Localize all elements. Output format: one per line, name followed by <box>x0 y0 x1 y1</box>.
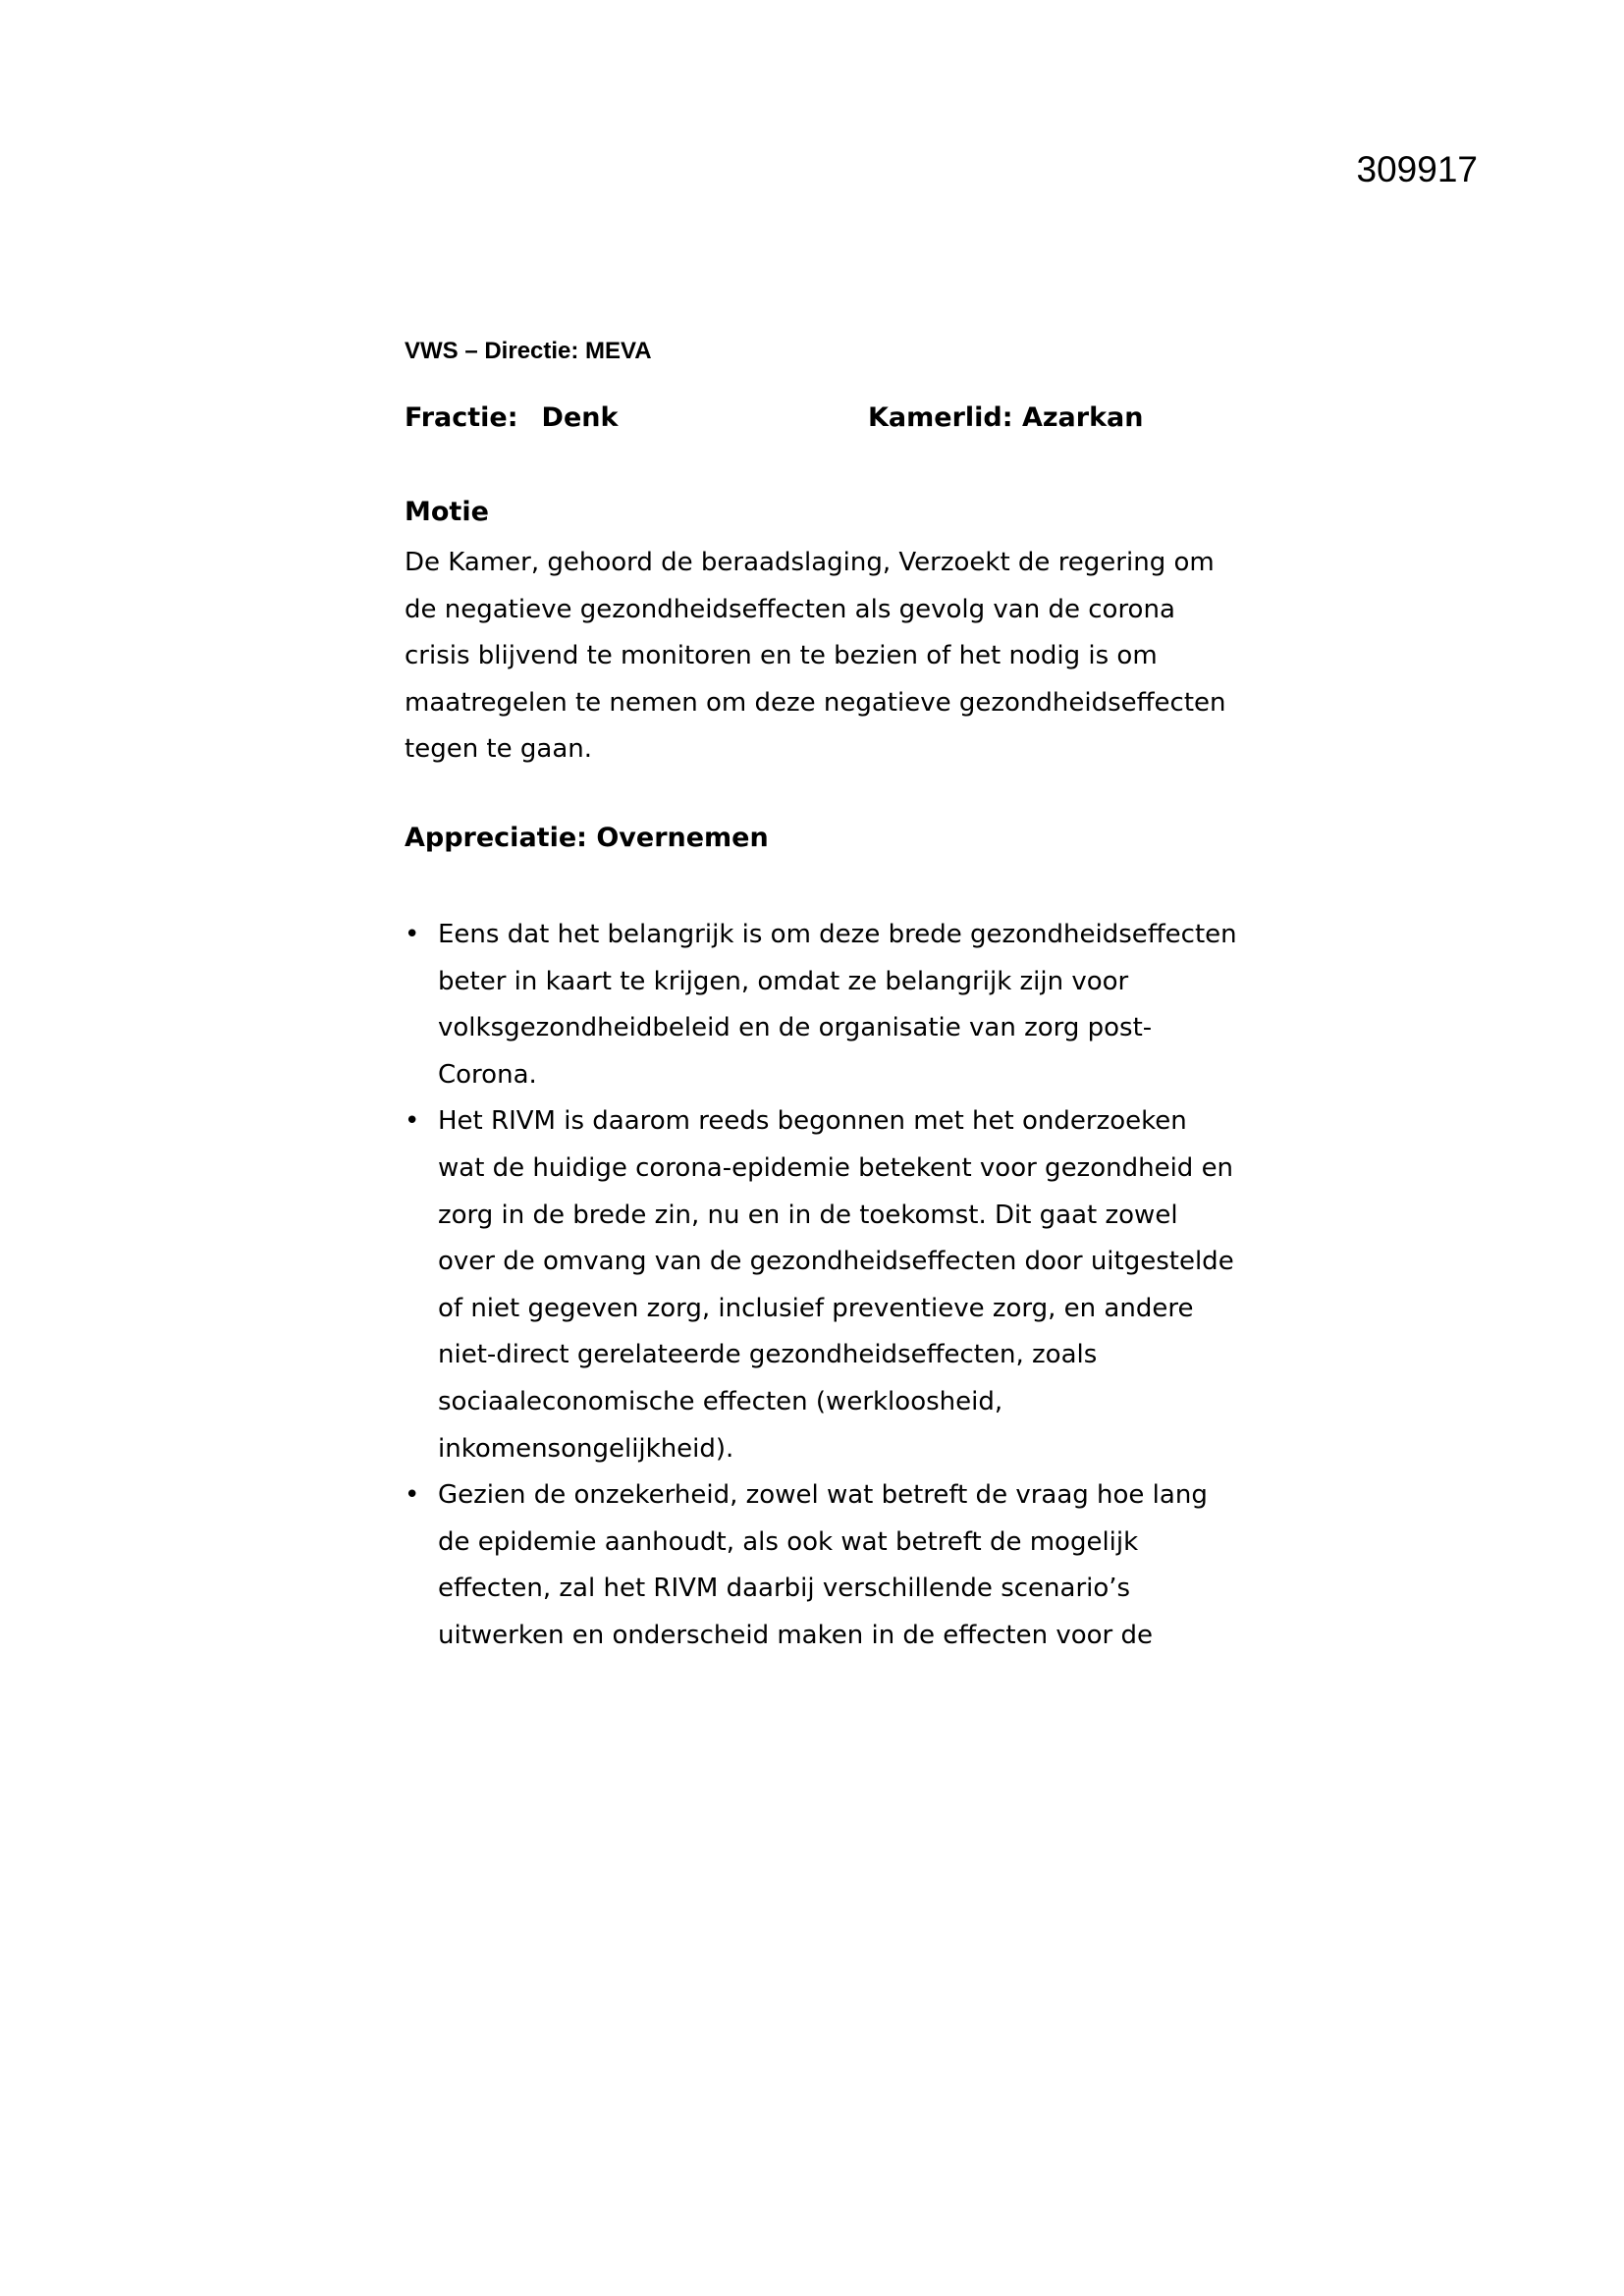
bullet-icon: • <box>405 1106 420 1137</box>
bullet-list <box>405 912 1239 1660</box>
fractie-label: Fractie: <box>405 402 518 433</box>
list-item <box>405 912 1239 1098</box>
fractie-row <box>405 402 1239 433</box>
motie-heading: Motie <box>405 497 489 527</box>
directie-line: VWS – Directie: MEVA <box>405 338 652 364</box>
bullet-icon: • <box>405 920 420 949</box>
fractie-value: Denk <box>541 402 619 433</box>
list-item-text: Het RIVM is daarom reeds begonnen met het onderzoeken wat de huidige corona-epidemie betekent voor gezondheid en zorg in de brede zin, nu en in de toekomst. Dit gaat zowel over de omvang van de gezondheidseffecten door uitgestelde of niet gegeven zorg, inclusief preventieve zorg, en andere niet-direct gerelateerde gezondheidseffecten, zoals sociaaleconomische effecten (werkloosheid, inkomensongelijkheid). <box>438 1106 1234 1464</box>
document-number: 309917 <box>1356 149 1478 189</box>
list-item-text: Gezien de onzekerheid, zowel wat betreft de vraag hoe lang de epidemie aanhoudt, als ook wat betreft de mogelijk effecten, zal het RIVM daarbij verschillende scenario’s uitwerken en onderscheid maken in de effecten voor de <box>438 1480 1208 1650</box>
motie-text: De Kamer, gehoord de beraadslaging, Verzoekt de regering om de negatieve gezondheidseffecten als gevolg van de corona crisis blijvend te monitoren en te bezien of het nodig is om maatregelen te nemen om deze negatieve gezondheidseffecten tegen te gaan. <box>405 548 1226 764</box>
appreciatie: Appreciatie: Overnemen <box>405 823 769 853</box>
kamerlid: Kamerlid: Azarkan <box>868 402 1144 433</box>
list-item-text: Eens dat het belangrijk is om deze brede gezondheidseffecten beter in kaart te krijgen, omdat ze belangrijk zijn voor volksgezondheidbeleid en de organisatie van zorg post-Corona. <box>438 920 1237 1090</box>
list-item <box>405 1098 1239 1472</box>
bullet-icon: • <box>405 1480 420 1511</box>
list-item <box>405 1472 1239 1659</box>
